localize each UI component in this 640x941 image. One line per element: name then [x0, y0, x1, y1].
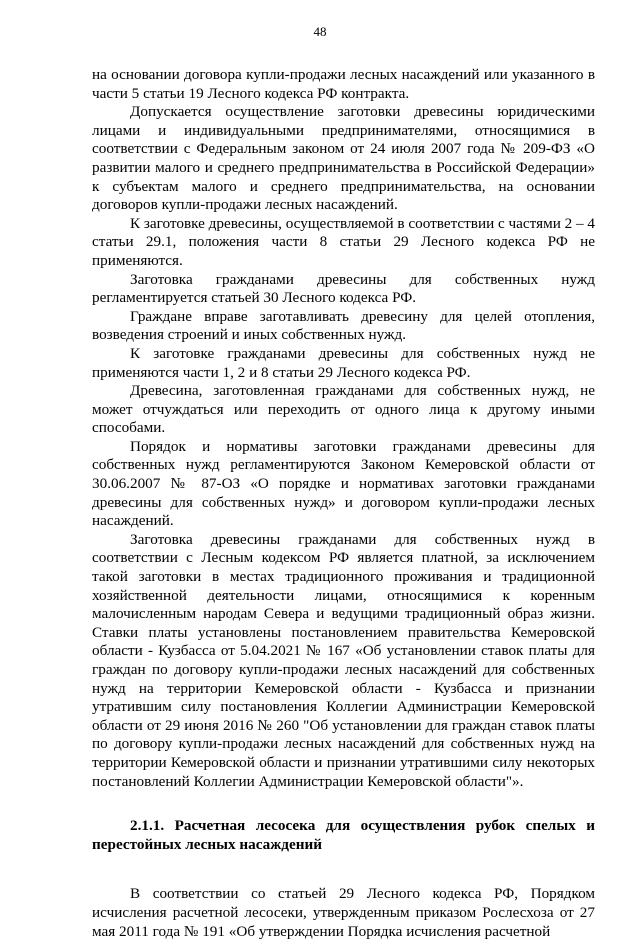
paragraph-small-business: Допускается осуществление заготовки древесины юридическими лицами и индивидуальными предпринимателями, относящимися в соответствии с Федеральным законом от 24 июля 2007 года № 209-ФЗ «О развитии малого и среднего предпринимательства в Российской Федерации» к субъектам малого и среднего предпринимательства, на основании договоров купли-продажи лесных насаждений. [92, 103, 595, 214]
paragraph-citizens-right: Граждане вправе заготавливать древесину для целей отопления, возведения строений и иных собственных нужд. [92, 307, 595, 344]
paragraph-alienation: Древесина, заготовленная гражданами для собственных нужд, не может отчуждаться или переходить от одного лица к другому иными способами. [92, 382, 595, 437]
document-body [92, 66, 595, 941]
paragraph-continuation: на основании договора купли-продажи лесных насаждений или указанного в части 5 статьи 19 Лесного кодекса РФ контракта. [92, 66, 595, 102]
paragraph-regional-law: Порядок и нормативы заготовки гражданами древесины для собственных нужд регламентируются Законом Кемеровской области от 30.06.2007 № 87-ОЗ «О порядке и нормативах заготовки гражданами древесины для собственных нужд» и договором купли-продажи лесных насаждений. [92, 437, 595, 530]
paragraph-article-29-1: К заготовке древесины, осуществляемой в соответствии с частями 2 – 4 статьи 29.1, положения части 8 статьи 29 Лесного кодекса РФ не применяются. [92, 214, 595, 269]
paragraph-not-applied: К заготовке гражданами древесины для собственных нужд не применяются части 1, 2 и 8 статьи 29 Лесного кодекса РФ. [92, 344, 595, 381]
page-number: 48 [313, 24, 327, 39]
section-heading: 2.1.1. Расчетная лесосека для осуществления рубок спелых и перестойных лесных насаждений [92, 817, 595, 853]
paragraph-payment-rates: Заготовка древесины гражданами для собственных нужд в соответствии с Лесным кодексом РФ является платной, за исключением такой заготовки в местах традиционного проживания и традиционной хозяйственной деятельности лицами, относящимися к коренным малочисленным народам Севера и ведущими традиционный образ жизни. Ставки платы установлены постановлением правительства Кемеровской области - Кузбасса от 5.04.2021 № 167 «Об установлении ставок платы для граждан по договору купли-продажи лесных насаждений для собственных нужд на территории Кемеровской области - Кузбасса и признании утратившим силу постановления Коллегии Администрации Кемеровской области от 29 июня 2016 № 260 "Об установлении для граждан ставок платы по договору купли-продажи лесных насаждений для собственных нужд на территории Кемеровской области и признании утратившими силу некоторых постановлений Коллегии Администрации Кемеровской области"». [92, 530, 595, 790]
paragraph-article-30: Заготовка гражданами древесины для собственных нужд регламентируется статьей 30 Лесного кодекса РФ. [92, 270, 595, 307]
section-paragraph: В соответствии со статьей 29 Лесного кодекса РФ, Порядком исчисления расчетной лесосеки, утвержденным приказом Рослесхоза от 27 мая 2011 года № 191 «Об утверждении Порядка исчисления расчетной [92, 885, 595, 940]
